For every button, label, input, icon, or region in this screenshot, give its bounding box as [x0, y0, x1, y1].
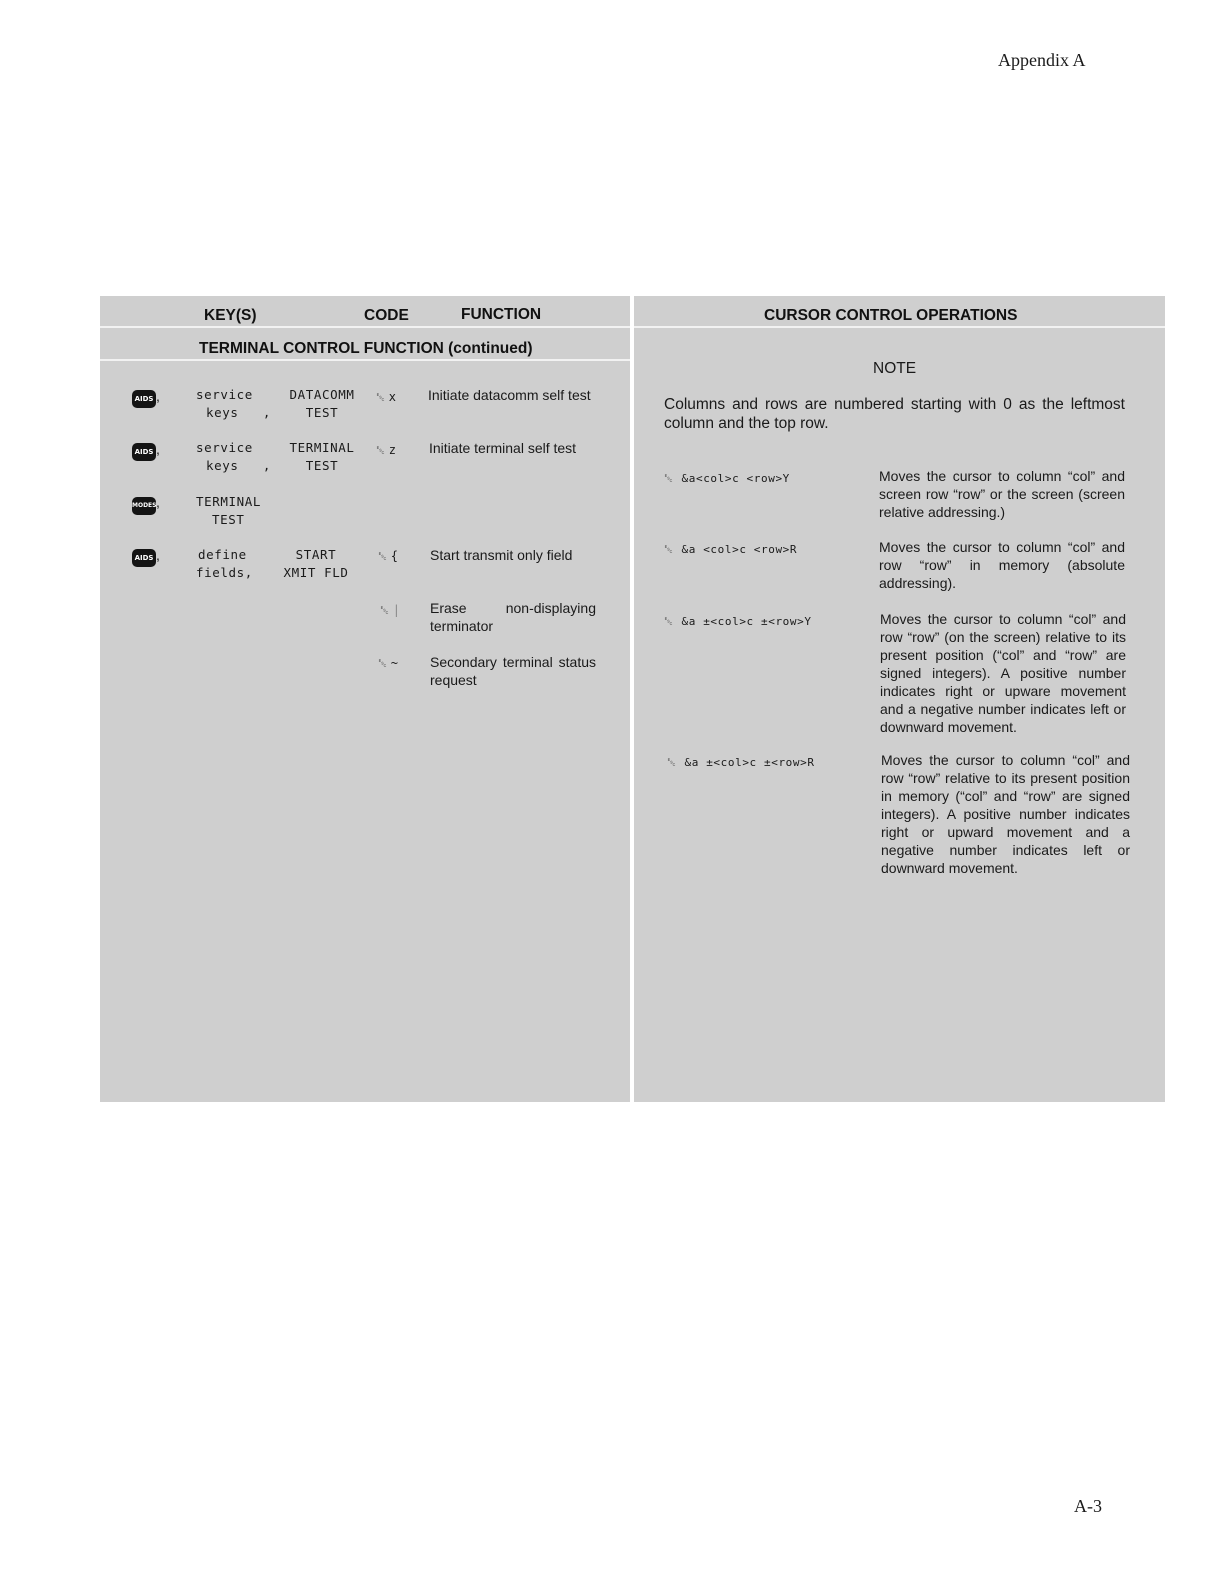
key-label: service keys ,: [196, 387, 272, 420]
table-row: AIDS ,: [132, 546, 160, 567]
modes-key-icon: MODES: [132, 497, 156, 515]
note-title: NOTE: [873, 360, 917, 377]
page-number: A-3: [1074, 1496, 1102, 1516]
escape-icon: ␛: [664, 543, 674, 556]
function-description: Secondary terminal status request: [430, 654, 596, 688]
terminal-control-table: [100, 296, 630, 1102]
softkey-label: DATACOMM TEST: [289, 387, 355, 420]
escape-code: ␛ {: [378, 549, 398, 563]
cursor-control-table: [634, 296, 1165, 1102]
operation-description: Moves the cursor to column “col” and row “row” in memory (absolute addressing).: [879, 539, 1125, 591]
softkey-label: START XMIT FLD: [283, 547, 349, 580]
section-divider: [100, 359, 630, 361]
function-description: Initiate terminal self test: [429, 440, 577, 456]
escape-sequence: ␛ &a ±<col>c ±<row>Y: [664, 615, 812, 628]
aids-key-icon: AIDS: [132, 443, 156, 461]
escape-sequence: ␛ &a<col>c <row>Y: [664, 472, 790, 485]
aids-key-icon: AIDS: [132, 390, 156, 408]
escape-sequence: ␛ &a <col>c <row>R: [664, 543, 798, 556]
table-row: MODES,: [132, 493, 160, 515]
operation-description: Moves the cursor to column “col” and row “row” (on the screen) relative to its present position (“col” and “row” are signed integers). A positive number indicates right or upware movement and a negative number indicates left or downward movement.: [880, 611, 1126, 735]
escape-icon: ␛: [378, 657, 387, 670]
header-divider: [100, 326, 630, 328]
key-label: service keys ,: [196, 440, 272, 473]
escape-icon: ␛: [667, 756, 677, 769]
page-header: Appendix A: [998, 50, 1086, 70]
header-divider: [634, 326, 1165, 328]
function-description: Erase non-displaying terminator: [430, 600, 596, 634]
escape-icon: ␛: [376, 444, 385, 457]
escape-icon: ␛: [664, 472, 674, 485]
escape-sequence: ␛ &a ±<col>c ±<row>R: [667, 756, 815, 769]
note-text: Columns and rows are numbered starting with 0 as the leftmost column and the top row.: [664, 396, 1125, 432]
escape-code: ␛ |: [380, 603, 400, 617]
softkey-label: TERMINAL TEST: [289, 440, 355, 473]
aids-key-icon: AIDS: [132, 549, 156, 567]
keys-column-header: KEY(S): [204, 307, 257, 324]
code-column-header: CODE: [364, 307, 409, 324]
function-description: Start transmit only field: [430, 547, 573, 563]
escape-code: ␛ x: [376, 390, 396, 404]
escape-icon: ␛: [378, 550, 387, 563]
key-label: define fields,: [196, 547, 253, 580]
table-row: [132, 387, 160, 408]
escape-icon: ␛: [380, 604, 389, 617]
escape-code: ␛ z: [376, 443, 396, 457]
operation-description: Moves the cursor to column “col” and screen row “row” or the screen (screen relative addressing.): [879, 468, 1125, 520]
escape-icon: ␛: [376, 391, 385, 404]
function-description: Initiate datacomm self test: [428, 387, 591, 403]
table-row: AIDS ,: [132, 440, 160, 461]
function-column-header: FUNCTION: [461, 306, 542, 323]
operation-description: Moves the cursor to column “col” and row “row” relative to its present position in memory (“col” and “row” are signed integers). A positive number indicates right or upward movement and a negative number indicates left or downward movement.: [881, 752, 1130, 876]
cursor-control-header: CURSOR CONTROL OPERATIONS: [764, 307, 1018, 324]
escape-code: ␛ ~: [378, 656, 398, 670]
escape-icon: ␛: [664, 615, 674, 628]
section-title: TERMINAL CONTROL FUNCTION (continued): [199, 340, 533, 357]
key-label: TERMINAL TEST: [196, 494, 262, 527]
key-separator: ,: [156, 388, 160, 404]
